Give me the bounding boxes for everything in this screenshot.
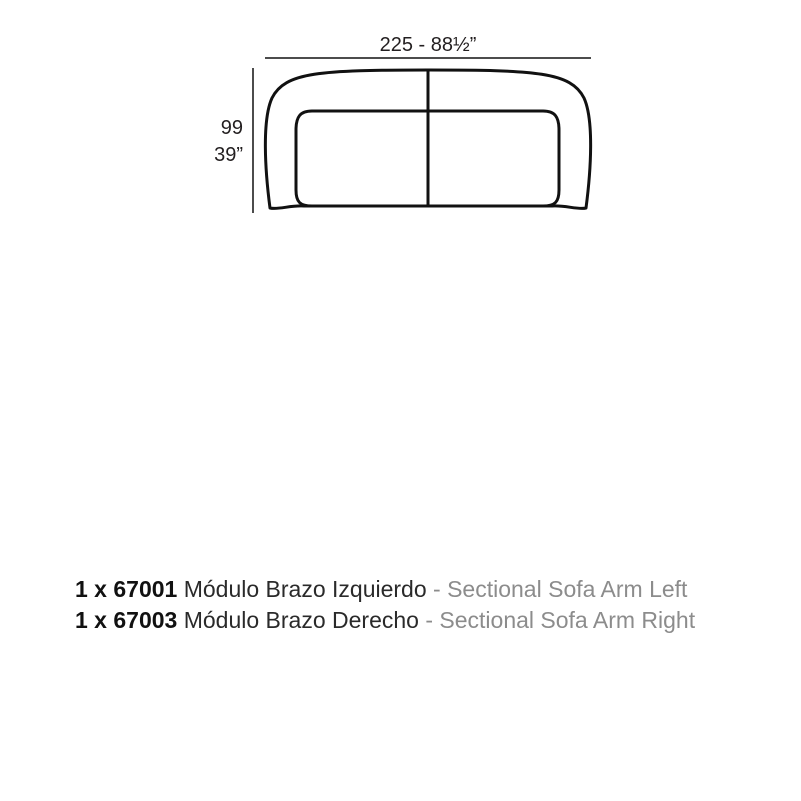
part-name-english: Sectional Sofa Arm Left [447, 576, 688, 602]
part-quantity-code: 1 x 67003 [75, 607, 178, 633]
seat-cushion-left [296, 111, 428, 206]
parts-list [75, 574, 695, 636]
part-row-right-arm [75, 605, 695, 636]
width-dimension-label: 225 - 88½” [379, 34, 477, 56]
height-dimension-label-in: 39” [214, 144, 243, 166]
part-quantity-code: 1 x 67001 [75, 576, 178, 602]
part-name-english: Sectional Sofa Arm Right [439, 607, 696, 633]
part-row-left-arm [75, 574, 695, 605]
height-dimension-label-cm: 99 [220, 117, 243, 139]
part-separator: - [426, 576, 448, 602]
part-name-spanish: Módulo Brazo Izquierdo [183, 576, 427, 602]
part-name-spanish: Módulo Brazo Derecho [183, 607, 419, 633]
part-separator: - [418, 607, 440, 633]
seat-cushion-right [428, 111, 559, 206]
